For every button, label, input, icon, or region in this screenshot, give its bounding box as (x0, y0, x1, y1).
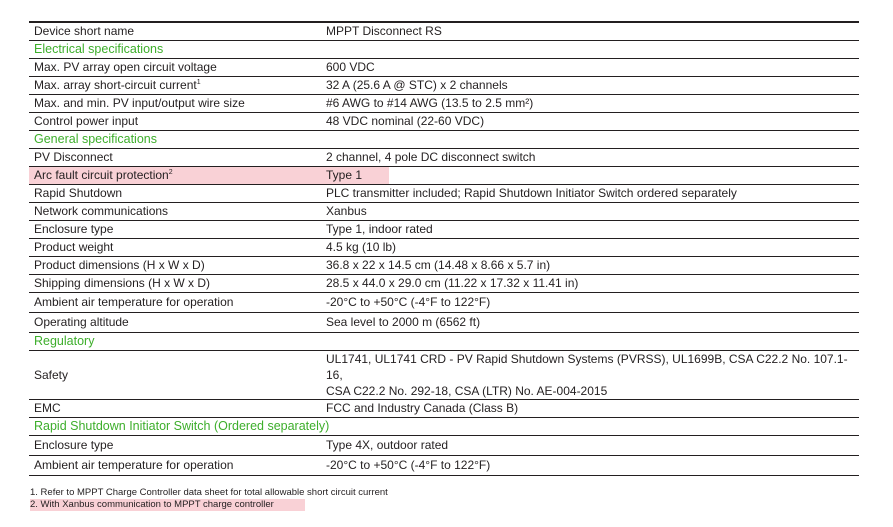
row-value: PLC transmitter included; Rapid Shutdown Initiator Switch ordered separately (321, 185, 859, 203)
table-row (29, 456, 859, 476)
table-row (29, 221, 859, 239)
table-row (29, 203, 859, 221)
row-value (321, 167, 859, 185)
table-row (29, 22, 859, 41)
table-row-highlighted (29, 167, 859, 185)
row-value: 4.5 kg (10 lb) (321, 239, 859, 257)
row-label-text: Arc fault circuit protection (34, 168, 169, 182)
section-title: General specifications (29, 131, 859, 149)
row-value: 2 channel, 4 pole DC disconnect switch (321, 149, 859, 167)
row-label: PV Disconnect (29, 149, 321, 167)
footnotes (29, 487, 388, 511)
row-value: 36.8 x 22 x 14.5 cm (14.48 x 8.66 x 5.7 in) (321, 257, 859, 275)
footnote-highlighted: 2. With Xanbus communication to MPPT charge controller (30, 499, 305, 511)
section-header (29, 41, 859, 59)
table-row (29, 149, 859, 167)
row-label: Enclosure type (29, 221, 321, 239)
table-row (29, 185, 859, 203)
row-value: MPPT Disconnect RS (321, 22, 859, 41)
row-label: Product weight (29, 239, 321, 257)
row-label-text: Max. array short-circuit current (34, 78, 197, 92)
section-header (29, 333, 859, 351)
row-value: 28.5 x 44.0 x 29.0 cm (11.22 x 17.32 x 11.41 in) (321, 275, 859, 293)
table-row (29, 275, 859, 293)
footnote-ref: 2 (168, 169, 173, 176)
row-label: Max. PV array open circuit voltage (29, 59, 321, 77)
row-label: Rapid Shutdown (29, 185, 321, 203)
footnote (29, 499, 388, 511)
section-header (29, 131, 859, 149)
row-label: Control power input (29, 113, 321, 131)
table-row (29, 313, 859, 333)
table-row (29, 95, 859, 113)
section-title: Electrical specifications (29, 41, 859, 59)
row-label (29, 167, 321, 185)
row-label: Max. and min. PV input/output wire size (29, 95, 321, 113)
footnote: 1. Refer to MPPT Charge Controller data sheet for total allowable short circuit current (30, 487, 388, 498)
row-value: 48 VDC nominal (22-60 VDC) (321, 113, 859, 131)
table-row (29, 239, 859, 257)
section-title: Rapid Shutdown Initiator Switch (Ordered separately) (29, 418, 859, 436)
row-label: Operating altitude (29, 313, 321, 333)
row-value: Type 1, indoor rated (321, 221, 859, 239)
row-label: Safety (29, 351, 321, 400)
row-label: Device short name (29, 22, 321, 41)
row-value: #6 AWG to #14 AWG (13.5 to 2.5 mm²) (321, 95, 859, 113)
table-row (29, 293, 859, 313)
row-label: Enclosure type (29, 436, 321, 456)
row-label (29, 77, 321, 95)
spec-table (29, 21, 859, 476)
row-value: Xanbus (321, 203, 859, 221)
table-row (29, 436, 859, 456)
section-title: Regulatory (29, 333, 859, 351)
row-value: 32 A (25.6 A @ STC) x 2 channels (321, 77, 859, 95)
row-value (321, 351, 859, 400)
footnote-ref: 1 (196, 79, 201, 86)
row-value: Sea level to 2000 m (6562 ft) (321, 313, 859, 333)
row-value-text: Type 1 (321, 167, 389, 184)
table-row (29, 257, 859, 275)
table-row (29, 351, 859, 400)
table-row (29, 400, 859, 418)
table-row (29, 59, 859, 77)
table-row (29, 77, 859, 95)
row-value: 600 VDC (321, 59, 859, 77)
row-label: Ambient air temperature for operation (29, 456, 321, 476)
row-value-line: UL1741, UL1741 CRD - PV Rapid Shutdown Systems (PVRSS), UL1699B, CSA C22.2 No. 107.1-16, (326, 352, 848, 382)
row-label: Ambient air temperature for operation (29, 293, 321, 313)
row-value: -20°C to +50°C (-4°F to 122°F) (321, 293, 859, 313)
row-value: FCC and Industry Canada (Class B) (321, 400, 859, 418)
row-label: Product dimensions (H x W x D) (29, 257, 321, 275)
row-label: Network communications (29, 203, 321, 221)
row-label: Shipping dimensions (H x W x D) (29, 275, 321, 293)
section-header (29, 418, 859, 436)
row-value: -20°C to +50°C (-4°F to 122°F) (321, 456, 859, 476)
row-value-line: CSA C22.2 No. 292-18, CSA (LTR) No. AE-004-2015 (326, 384, 608, 398)
table-row (29, 113, 859, 131)
row-label: EMC (29, 400, 321, 418)
row-value: Type 4X, outdoor rated (321, 436, 859, 456)
